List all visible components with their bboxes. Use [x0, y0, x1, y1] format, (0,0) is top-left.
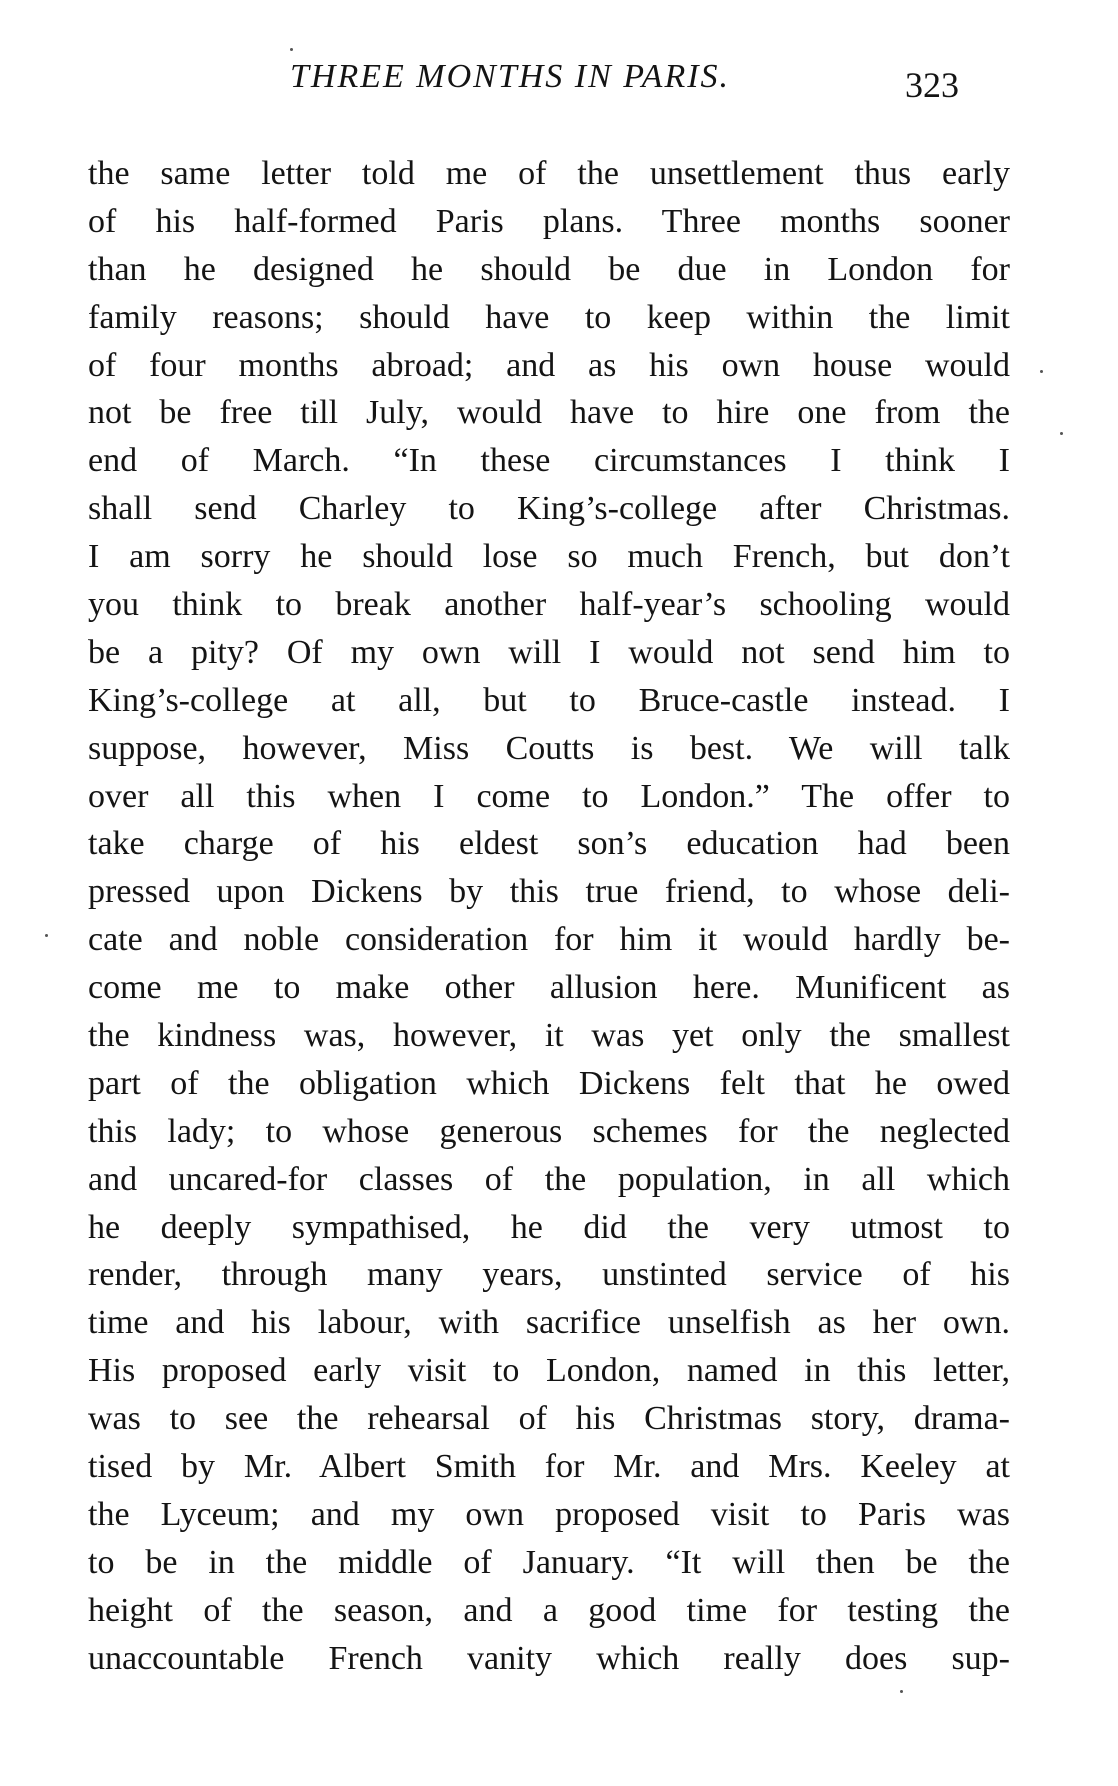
text-line: render, through many years, unstinted service of his: [88, 1256, 1010, 1294]
text-line: I am sorry he should lose so much French, but don’t: [88, 538, 1010, 576]
text-line: King’s-college at all, but to Bruce-castle instead. I: [88, 681, 1010, 719]
text-line: to be in the middle of January. “It will then be the: [88, 1543, 1010, 1581]
text-line: over all this when I come to London.” The offer to: [88, 777, 1010, 815]
text-line: end of March. “In these circumstances I think I: [88, 442, 1010, 480]
text-line: family reasons; should have to keep within the limit: [88, 298, 1010, 336]
text-line: and uncared-for classes of the population, in all which: [88, 1160, 1010, 1198]
text-line: of four months abroad; and as his own house would: [88, 346, 1010, 384]
text-line: you think to break another half-year’s schooling would: [88, 586, 1010, 624]
text-line: the Lyceum; and my own proposed visit to Paris was: [88, 1495, 1010, 1533]
text-line: was to see the rehearsal of his Christmas story, drama-: [88, 1400, 1010, 1438]
text-line: tised by Mr. Albert Smith for Mr. and Mrs. Keeley at: [88, 1448, 1010, 1486]
scan-speck: [900, 1690, 903, 1693]
text-line: be a pity? Of my own will I would not send him to: [88, 633, 1010, 671]
scan-speck: [1060, 432, 1063, 435]
scan-speck: [45, 934, 48, 937]
page-header: [0, 58, 1118, 108]
text-line: come me to make other allusion here. Munificent as: [88, 969, 1010, 1007]
text-line: than he designed he should be due in London for: [88, 250, 1010, 288]
text-line: height of the season, and a good time for testing the: [88, 1591, 1010, 1629]
text-line: suppose, however, Miss Coutts is best. We will talk: [88, 729, 1010, 767]
scan-speck: [1040, 370, 1043, 373]
text-line: not be free till July, would have to hire one from the: [88, 394, 1010, 432]
text-line: the same letter told me of the unsettlement thus early: [88, 155, 1010, 192]
text-line: unaccountable French vanity which really does sup-: [88, 1639, 1010, 1677]
text-line: the kindness was, however, it was yet only the smallest: [88, 1017, 1010, 1055]
text-line: His proposed early visit to London, named in this letter,: [88, 1352, 1010, 1390]
body-text: [88, 150, 1010, 1683]
text-line: cate and noble consideration for him it would hardly be-: [88, 921, 1010, 959]
text-line: take charge of his eldest son’s education had been: [88, 825, 1010, 863]
text-line: pressed upon Dickens by this true friend, to whose deli-: [88, 873, 1010, 911]
text-line: this lady; to whose generous schemes for the neglected: [88, 1112, 1010, 1150]
text-line: time and his labour, with sacrifice unselfish as her own.: [88, 1304, 1010, 1342]
scan-speck: [290, 48, 293, 51]
page-number: 323: [905, 65, 959, 105]
text-line: part of the obligation which Dickens felt that he owed: [88, 1064, 1010, 1102]
text-line: of his half-formed Paris plans. Three months sooner: [88, 202, 1010, 240]
text-line: he deeply sympathised, he did the very utmost to: [88, 1208, 1010, 1246]
running-head: THREE MONTHS IN PARIS.: [290, 58, 731, 95]
text-line: shall send Charley to King’s-college after Christmas.: [88, 490, 1010, 528]
